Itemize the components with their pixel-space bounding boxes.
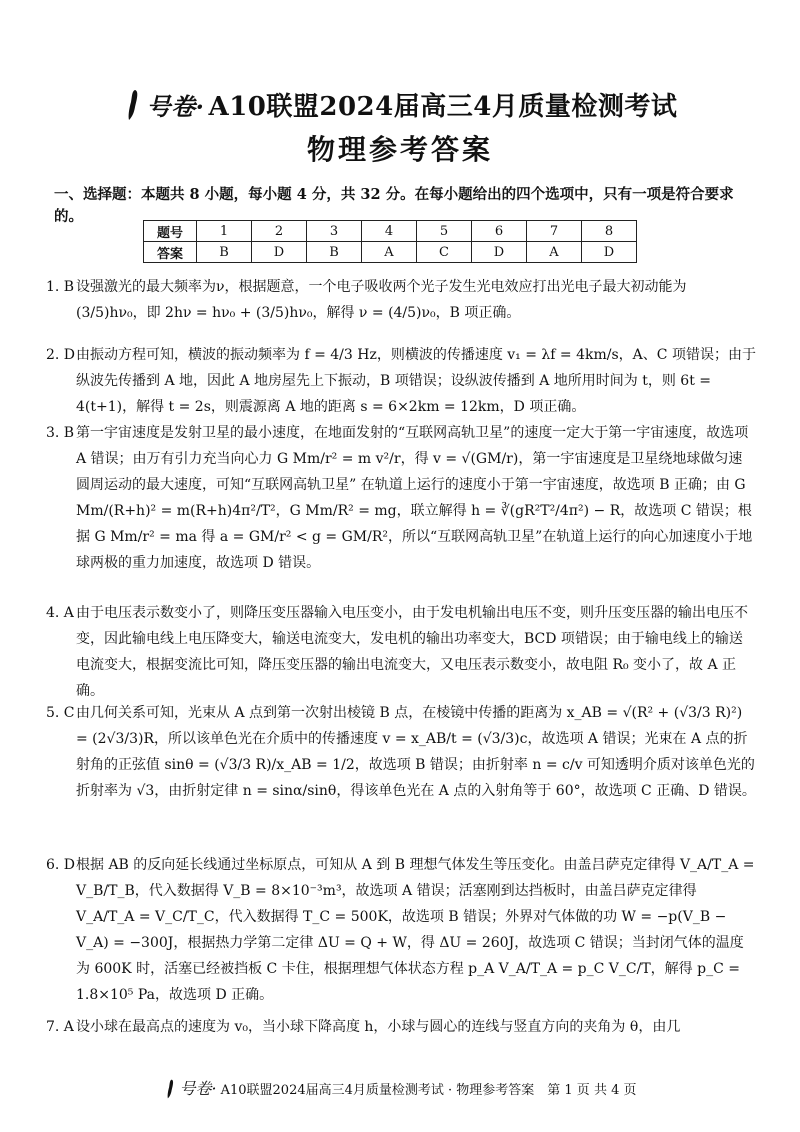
brush-logo-icon: [123, 89, 145, 128]
answer-table: [143, 220, 637, 263]
question-text: 由于电压表示数变小了，则降压变压器输入电压变小，由于发电机输出电压不变，则升压变压器的输出电压不变，因此输电线上电压降变大，输送电流变大，发电机的输出功率变大，BCD 项错误；由于输电线上的输送电流变大，根据变流比可知，降压变压器的输出电流变大，又电压表示数变小，故电阻 R₀ 变小了，故 A 正确。: [76, 605, 748, 699]
question-1: [46, 274, 756, 326]
question-text: 第一宇宙速度是发射卫星的最小速度，在地面发射的“互联网高轨卫星”的速度一定大于第一宇宙速度，故选项 A 错误；由万有引力充当向心力 G Mm/r² = m v²/r，得 v = √(GM/r)，第一宇宙速度是卫星绕地球做匀速圆周运动的最大速度，可知“互联网高轨卫星” 在轨道上运行的速度小于第一宇宙速度，故选项 B 正确；由 G Mm/(R+h)² = m(R+h)4π²/T²，G Mm/R² = mg，联立解得 h = ∛(gR²T²/4π²) − R，故选项 C 错误；根据 G Mm/r² = ma 得 a = GM/r² < g = GM/R²，所以“互联网高轨卫星”在轨道上运行的向心加速度小于地球两极的重力加速度，故选项 D 错误。: [76, 425, 753, 571]
table-row-answers: [144, 242, 637, 263]
question-5: [46, 700, 756, 804]
table-cell: 6: [472, 221, 527, 242]
page-footer: [0, 1076, 800, 1103]
question-text: 设小球在最高点的速度为 v₀，当小球下降高度 h，小球与圆心的连线与竖直方向的夹角为 θ，由几: [76, 1019, 681, 1035]
exam-title: [0, 86, 800, 128]
footer-text: A10联盟2024届高三4月质量检测考试 · 物理参考答案 第 1 页 共 4 页: [220, 1083, 637, 1098]
question-text: 设强激光的最大频率为ν，根据题意，一个电子吸收两个光子发生光电效应打出光电子最大初动能为(3/5)hν₀，即 2hν = hν₀ + (3/5)hν₀，解得 ν = (4/5)ν₀，B 项正确。: [76, 279, 687, 321]
question-4: [46, 600, 756, 704]
question-3: [46, 420, 756, 576]
question-number: 5. C: [46, 705, 75, 721]
question-number: 3. B: [46, 425, 75, 441]
table-cell: B: [197, 242, 252, 263]
question-6: [46, 852, 756, 1008]
table-row-label: 题号: [144, 221, 197, 242]
table-row-label: 答案: [144, 242, 197, 263]
question-number: 2. D: [46, 347, 76, 363]
brush-logo-icon: [164, 1079, 178, 1103]
table-cell: 2: [252, 221, 307, 242]
question-text: 根据 AB 的反向延长线通过坐标原点，可知从 A 到 B 理想气体发生等压变化。由盖吕萨克定律得 V_A/T_A = V_B/T_B，代入数据得 V_B = 8×10⁻³m³，故选项 A 错误；活塞刚到达挡板时，由盖吕萨克定律得 V_A/T_A = V_C/T_C，代入数据得 T_C = 500K，故选项 B 错误；外界对气体做的功 W = −p(V_B − V_A) = −300J，根据热力学第二定律 ΔU = Q + W，得 ΔU = 260J，故选项 C 错误；当封闭气体的温度为 600K 时，活塞已经被挡板 C 卡住，根据理想气体状态方程 p_A V_A/T_A = p_C V_C/T，解得 p_C = 1.8×10⁵ Pa，故选项 D 正确。: [76, 857, 755, 1003]
table-cell: 7: [527, 221, 582, 242]
question-number: 1. B: [46, 279, 75, 295]
title-line1: A10联盟2024届高三4月质量检测考试: [208, 92, 678, 122]
section-heading: 一、选择题：本题共 8 小题，每小题 4 分，共 32 分。在每小题给出的四个选项中，只有一项是符合要求的。: [54, 186, 734, 225]
question-text: 由振动方程可知，横波的振动频率为 f = 4/3 Hz，则横波的传播速度 v₁ = λf = 4km/s，A、C 项错误；由于纵波先传播到 A 地，因此 A 地房屋先上下振动，B 项错误；设纵波传播到 A 地所用时间为 t，则 6t = 4(t+1)，解得 t = 2s，则震源离 A 地的距离 s = 6×2km = 12km，D 项正确。: [76, 347, 756, 415]
question-7: [46, 1014, 756, 1040]
question-number: 6. D: [46, 857, 76, 873]
table-cell: 4: [362, 221, 417, 242]
table-cell: 1: [197, 221, 252, 242]
table-cell: C: [417, 242, 472, 263]
table-cell: A: [362, 242, 417, 263]
table-cell: D: [472, 242, 527, 263]
question-number: 4. A: [46, 605, 74, 621]
table-cell: A: [527, 242, 582, 263]
table-cell: 3: [307, 221, 362, 242]
page-title: 物理参考答案: [306, 133, 493, 166]
table-cell: D: [252, 242, 307, 263]
table-cell: B: [307, 242, 362, 263]
table-row-numbers: [144, 221, 637, 242]
question-2: [46, 342, 756, 420]
table-cell: D: [582, 242, 637, 263]
question-number: 7. A: [46, 1019, 74, 1035]
table-cell: 5: [417, 221, 472, 242]
footer-logo-text: 号卷·: [179, 1079, 217, 1098]
table-cell: 8: [582, 221, 637, 242]
question-text: 由几何关系可知，光束从 A 点到第一次射出棱镜 B 点，在棱镜中传播的距离为 x_AB = √(R² + (√3/3 R)²) = (2√3/3)R，所以该单色光在介质中的传播速度 v = x_AB/t = (√3/3)c，故选项 A 错误；光束在 A 点的折射角的正弦值 sinθ = (√3/3 R)/x_AB = 1/2，故选项 B 错误；由折射率 n = c/v 可知透明介质对该单色光的折射率为 √3，由折射定律 n = sinα/sinθ，得该单色光在 A 点的入射角等于 60°，故选项 C 正确、D 错误。: [76, 705, 756, 799]
logo-text: 号卷·: [146, 92, 205, 121]
